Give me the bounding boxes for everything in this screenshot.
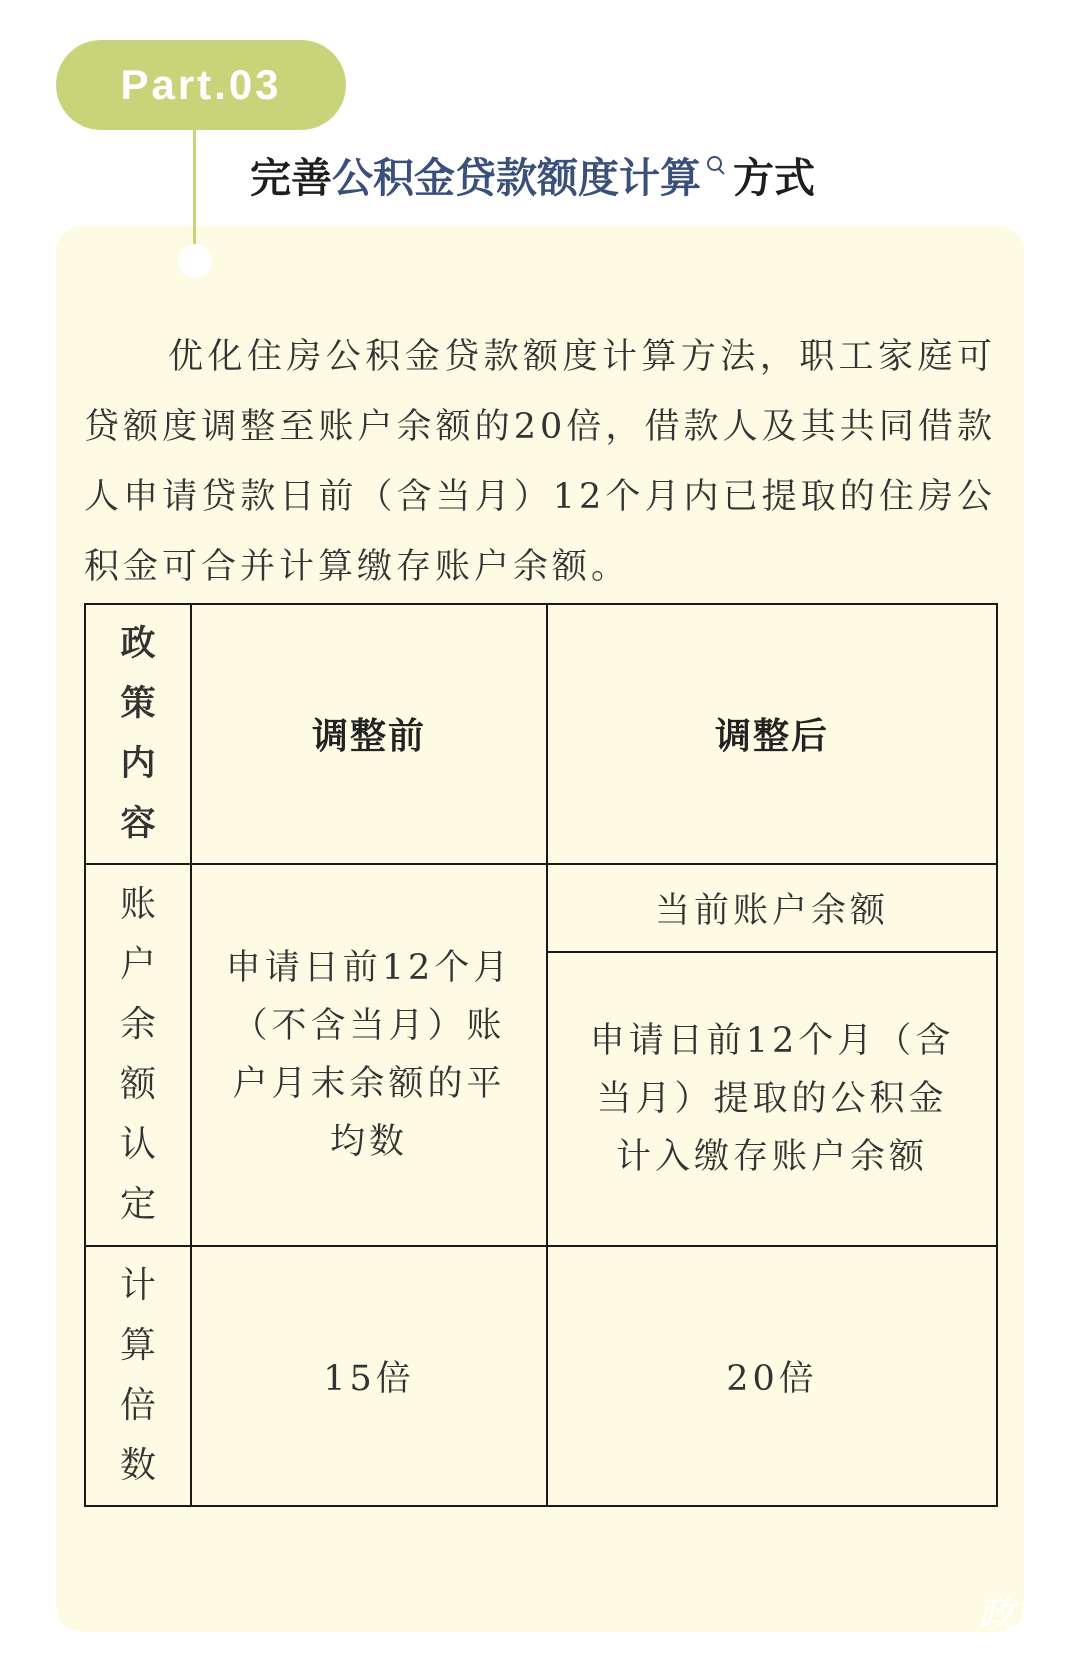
header-label-char: 内 — [120, 743, 156, 784]
search-icon[interactable] — [705, 154, 727, 194]
intro-paragraph: 优化住房公积金贷款额度计算方法，职工家庭可贷额度调整至账户余额的20倍，借款人及其共同借款人申请贷款日前（含当月）12个月内已提取的住房公积金可合并计算缴存账户余额。 — [84, 337, 996, 587]
part-badge: Part.03 — [56, 40, 346, 130]
row2-label-char: 倍 — [119, 1385, 156, 1427]
title-highlight-link[interactable]: 公积金贷款额度计算 — [332, 153, 701, 202]
header-label-cell — [85, 604, 191, 864]
row1-label-char: 账 — [119, 883, 156, 925]
table-row — [85, 1246, 997, 1506]
row1-label-char: 户 — [119, 943, 156, 985]
row1-label-char: 额 — [119, 1063, 156, 1105]
row2-label-char: 计 — [119, 1265, 156, 1307]
row2-before-cell: 15倍 — [191, 1246, 547, 1506]
header-label-char: 政 — [120, 623, 156, 664]
watermark: 政方 — [977, 1595, 1054, 1636]
row1-after-bottom-cell: 申请日前12个月（含当月）提取的公积金计入缴存账户余额 — [547, 952, 997, 1246]
row1-before-cell: 申请日前12个月（不含当月）账户月末余额的平均数 — [191, 864, 547, 1246]
row2-label-char: 数 — [119, 1445, 156, 1487]
table-header-row — [85, 604, 997, 864]
row1-label-char: 定 — [119, 1183, 156, 1225]
row2-after-cell: 20倍 — [547, 1246, 997, 1506]
policy-table — [84, 603, 998, 1507]
row1-label-cell — [85, 864, 191, 1246]
row2-label-cell — [85, 1246, 191, 1506]
row1-label-char: 认 — [119, 1123, 156, 1165]
col-before-header: 调整前 — [191, 604, 547, 864]
table-row — [85, 864, 997, 952]
row1-after-top-cell: 当前账户余额 — [547, 864, 997, 952]
header-label-char: 策 — [120, 683, 156, 724]
connector-dot — [178, 244, 212, 278]
header-label-char: 容 — [120, 803, 156, 844]
title-suffix: 方式 — [733, 153, 815, 202]
title-prefix: 完善 — [250, 153, 332, 202]
col-after-header: 调整后 — [547, 604, 997, 864]
badge-connector-line — [193, 130, 196, 252]
row1-label-char: 余 — [119, 1003, 156, 1045]
row2-label-char: 算 — [119, 1325, 156, 1367]
section-title — [250, 144, 815, 204]
